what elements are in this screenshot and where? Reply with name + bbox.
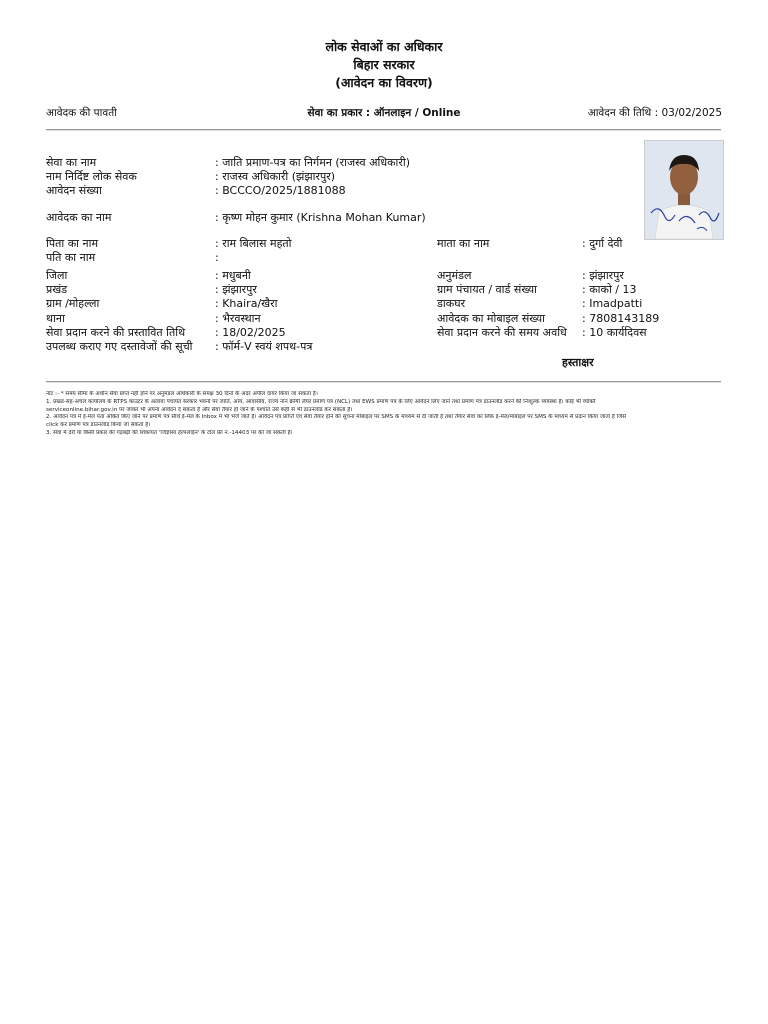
application-number-label: आवेदन संख्या xyxy=(46,184,102,197)
father-name-label: पिता का नाम xyxy=(46,237,99,250)
note-line: serviceonline.bihar.gov.in पर जाकर भी अपना आवेदन दे सकता है और सेवा तैयार हो जाने के पश्चात उसे कहीं से भी डाउनलोड कर सकता है। xyxy=(46,406,353,413)
applicant-photo-image xyxy=(645,141,723,239)
receipt-label: आवेदक की पावती xyxy=(46,107,117,119)
documents-label: उपलब्ध कराए गए दस्तावेजों की सूची xyxy=(46,340,193,353)
village-value: : Khaira/खैरा xyxy=(215,297,278,310)
header-government: बिहार सरकार xyxy=(353,57,415,72)
note-line: नोट :- * समय सीमा के अधीन सेवा प्राप्त नहीं होने पर अनुमंडल अधिकारी के समक्ष 30 दिनों के अंदर अपील दायर किया जा सकता है। xyxy=(46,391,318,397)
note-line: click कर प्रमाण पत्र डाउनलोड किया जा सकता है। xyxy=(46,422,151,429)
father-name-value: : राम बिलास महतो xyxy=(215,237,292,250)
subdivision-label: अनुमंडल xyxy=(437,269,472,282)
signature-label: हस्ताक्षर xyxy=(562,356,594,369)
meta-bar xyxy=(46,106,722,120)
note-line: 2. आवेदन पत्र में ई-मेल पता अंकित किए जाने पर प्रमाण पत्र सीधे ई-मेल के Inbox में भी भेजे जाते हैं। आवेदन पत्र प्राप्ति एवं सेवा तैयार होने की सूचना मोबाइल पर SMS के माध्यम से दी जाती है तथा तैयार सेवा का लिंक ई-मेल/मोबाइल पर SMS के माध्यम से प्रदान किया जाता है जिसे xyxy=(46,414,626,421)
husband-name-label: पति का नाम xyxy=(46,251,96,264)
husband-name-value: : xyxy=(215,251,219,264)
applicant-photo xyxy=(644,140,724,240)
note-line: 3. सेवा में देरी या किसी प्रकार की गड़बड़ी की शिकायत 'जिज्ञासा हेल्पलाईन' के टोल फ्री नं.-14403 पर की जा सकती है। xyxy=(46,429,293,436)
district-value: : मधुबनी xyxy=(215,269,251,282)
applicant-name-label: आवेदक का नाम xyxy=(46,211,112,224)
officer-value: : राजस्व अधिकारी (झंझारपुर) xyxy=(215,170,336,183)
proposed-date-label: सेवा प्रदान करने की प्रस्तावित तिथि xyxy=(46,326,186,339)
mobile-value: : 7808143189 xyxy=(582,312,660,325)
post-office-value: : Imadpatti xyxy=(582,297,643,310)
panchayat-label: ग्राम पंचायत / वार्ड संख्या xyxy=(437,283,538,296)
divider-top xyxy=(46,129,721,131)
note-line: 1. प्रखंड-सह-अंचल कार्यालय के RTPS काउंटर के अलावा पंचायत सरकार भवनों पर जाति, आय, आवासीय, राज्य नॉन क्रीमी लेयर प्रमाण पत्र (NCL) तथा EWS प्रमाण पत्र के लिए आवेदन लिए जाने तथा प्रमाण पत्र डाउनलोड करने की निःशुल्क व्यवस्था है। कोई भी व्यक्ति xyxy=(46,398,596,405)
mother-name-label: माता का नाम xyxy=(437,237,490,250)
post-office-label: डाकघर xyxy=(437,297,466,310)
applicant-name-value: : कृष्ण मोहन कुमार (Krishna Mohan Kumar) xyxy=(215,211,426,224)
documents-value: : फॉर्म-V स्वयं शपथ-पत्र xyxy=(215,340,313,353)
mother-name-value: : दुर्गा देवी xyxy=(582,237,623,250)
application-number-value: : BCCCO/2025/1881088 xyxy=(215,184,346,197)
divider-bottom xyxy=(46,381,721,383)
service-name-value: : जाति प्रमाण-पत्र का निर्गमन (राजस्व अधिकारी) xyxy=(215,156,411,169)
header-title: लोक सेवाओं का अधिकार xyxy=(325,39,443,54)
officer-label: नाम निर्दिष्ट लोक सेवक xyxy=(46,170,137,183)
header-subtitle: (आवेदन का विवरण) xyxy=(335,75,433,90)
village-label: ग्राम /मोहल्ला xyxy=(46,297,100,310)
document-header xyxy=(0,38,768,92)
district-label: जिला xyxy=(46,269,68,282)
subdivision-value: : झंझारपुर xyxy=(582,269,624,282)
service-type: सेवा का प्रकार : ऑनलाइन / Online xyxy=(307,107,461,119)
panchayat-value: : काको / 13 xyxy=(582,283,637,296)
block-value: : झंझारपुर xyxy=(215,283,257,296)
service-period-value: : 10 कार्यदिवस xyxy=(582,326,647,339)
service-name-label: सेवा का नाम xyxy=(46,156,97,169)
proposed-date-value: : 18/02/2025 xyxy=(215,326,286,339)
service-period-label: सेवा प्रदान करने की समय अवधि xyxy=(437,326,567,339)
police-station-value: : भैरवस्थान xyxy=(215,312,261,325)
mobile-label: आवेदक का मोबाइल संख्या xyxy=(437,312,545,325)
police-station-label: थाना xyxy=(46,312,65,325)
notes-section xyxy=(46,391,726,438)
block-label: प्रखंड xyxy=(46,283,68,296)
application-date: आवेदन की तिथि : 03/02/2025 xyxy=(587,107,722,119)
